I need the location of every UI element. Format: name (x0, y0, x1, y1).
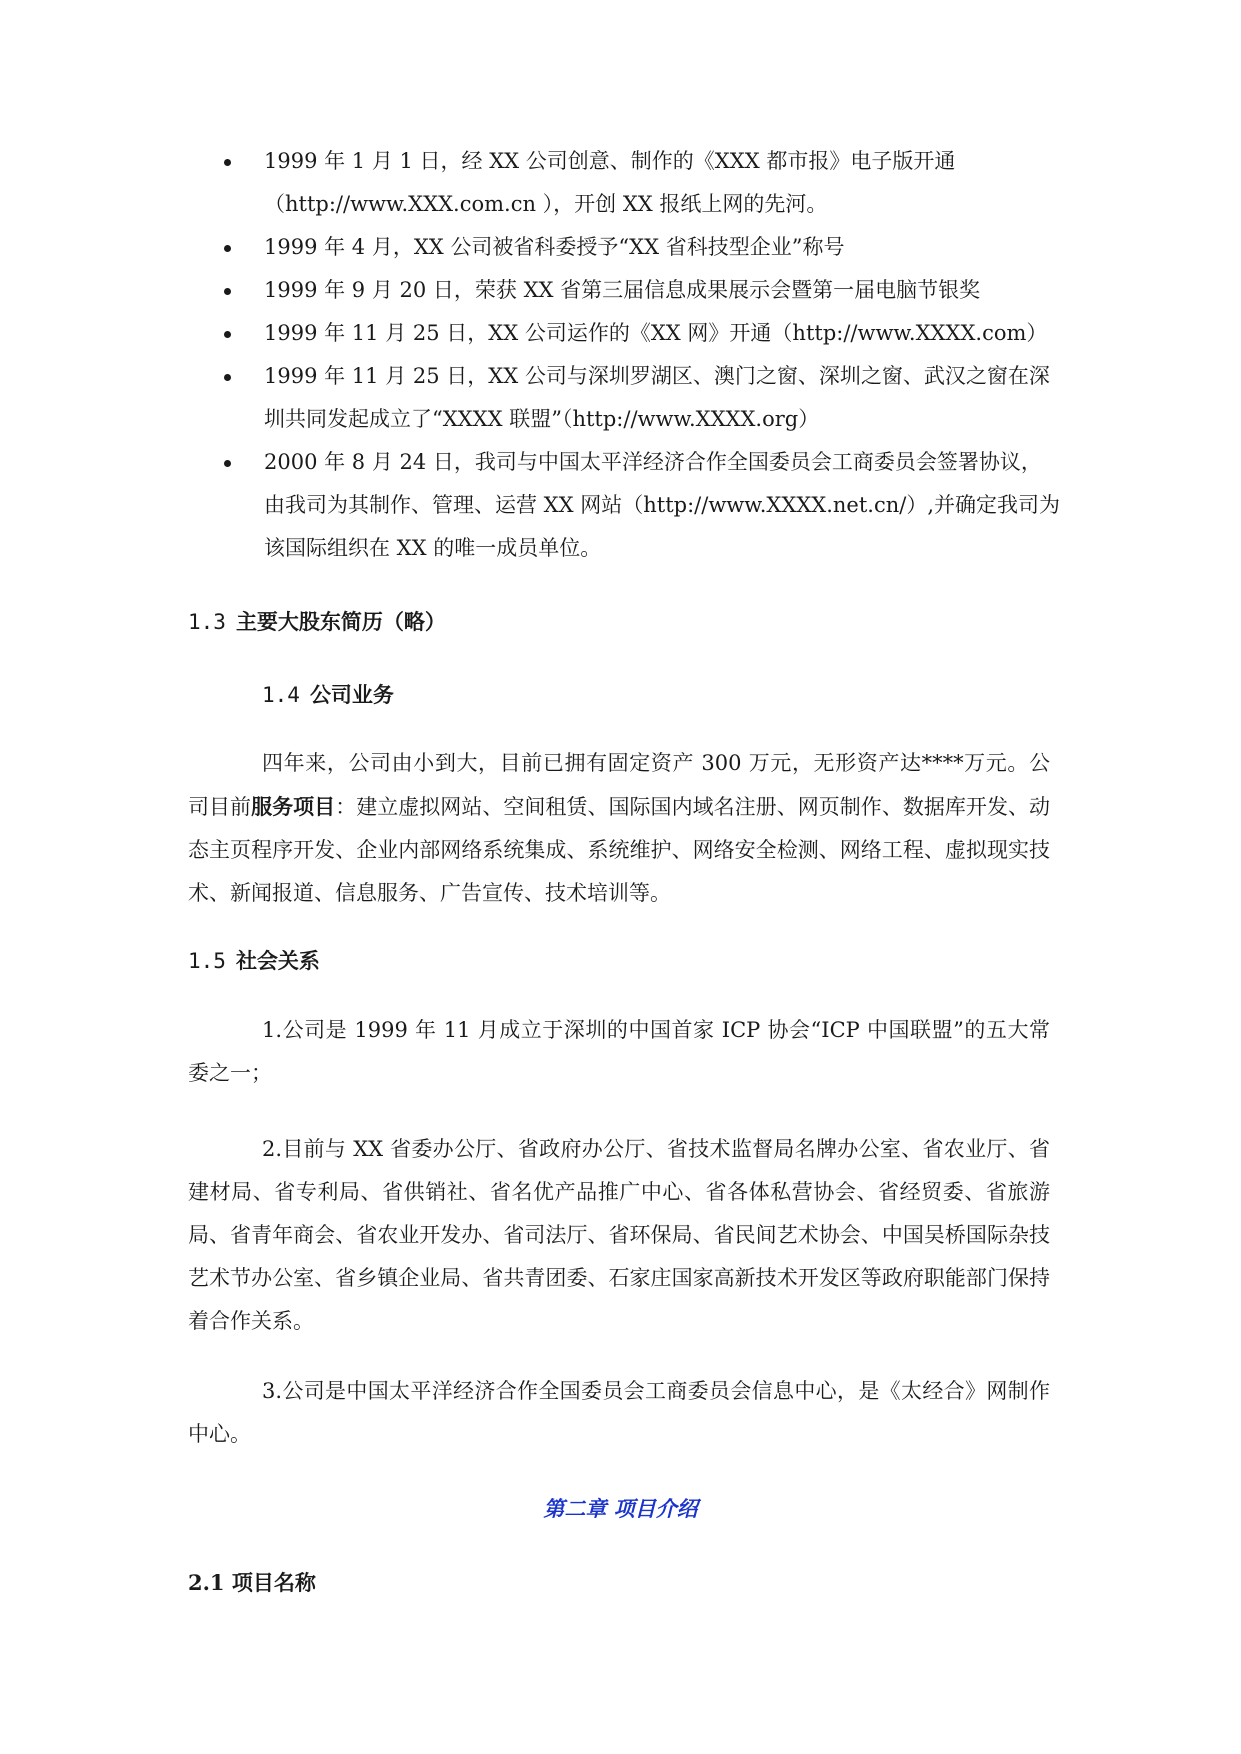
list-item (0, 269, 1241, 312)
business-lead-text: 四年来，公司由小到大，目前已拥有固定资产 300 万元，无形资产达****万元。公司目前 (188, 751, 1050, 819)
chapter-heading: 第二章 项目介绍 (543, 1496, 698, 1521)
list-item (0, 226, 1241, 269)
bullet-icon (224, 331, 231, 338)
list-item-text: 1999 年 1 月 1 日，经 XX 公司创意、制作的《XXX 都市报》电子版开通（http://www.XXX.com.cn ），开创 XX 报纸上网的先河。 (264, 149, 956, 216)
list-item-text: 1999 年 4 月，XX 公司被省科委授予“XX 省科技型企业”称号 (264, 235, 845, 259)
business-bold-label: 服务项目 (251, 794, 336, 819)
bullet-icon (224, 245, 231, 252)
list-item (0, 355, 1241, 441)
section-number: 1.5 (188, 949, 226, 973)
bullet-icon (224, 288, 231, 295)
bullet-icon (224, 374, 231, 381)
list-item (0, 312, 1241, 355)
section-heading-1-5 (188, 941, 320, 981)
relation-paragraph-3: 3.公司是中国太平洋经济合作全国委员会工商委员会信息中心，是《太经合》网制作中心。 (188, 1379, 1050, 1446)
section-number: 1.3 (188, 610, 226, 634)
history-list (0, 140, 1241, 570)
relation-paragraph-2: 2.目前与 XX 省委办公厅、省政府办公厅、省技术监督局名牌办公室、省农业厅、省建材局、省专利局、省供销社、省名优产品推广中心、省各体私营协会、省经贸委、省旅游局、省青年商会、省农业开发办、省司法厅、省环保局、省民间艺术协会、中国吴桥国际杂技艺术节办公室、省乡镇企业局、省共青团委、石家庄国家高新技术开发区等政府职能部门保持着合作关系。 (188, 1137, 1050, 1333)
section-title: 社会关系 (235, 948, 320, 973)
section-heading-1-4 (262, 675, 394, 715)
list-item-text: 1999 年 11 月 25 日，XX 公司运作的《XX 网》开通（http://www.XXXX.com） (264, 321, 1048, 345)
bullet-icon (224, 159, 231, 166)
business-paragraph (188, 742, 1050, 915)
section-heading-1-3 (188, 602, 446, 642)
relation-paragraph-1: 1.公司是 1999 年 11 月成立于深圳的中国首家 ICP 协会“ICP 中国联盟”的五大常委之一； (188, 1018, 1050, 1085)
bullet-icon (224, 460, 231, 467)
section-number: 1.4 (262, 683, 300, 707)
list-item (0, 441, 1241, 570)
section-title: 主要大股东简历（略） (235, 609, 446, 634)
list-item-text: 1999 年 11 月 25 日，XX 公司与深圳罗湖区、澳门之窗、深圳之窗、武汉之窗在深圳共同发起成立了“XXXX 联盟”（http://www.XXXX.org） (264, 364, 1050, 431)
section-heading-2-1: 2.1 项目名称 (188, 1570, 316, 1595)
list-item (0, 140, 1241, 226)
list-item-text: 2000 年 8 月 24 日，我司与中国太平洋经济合作全国委员会工商委员会签署协议，由我司为其制作、管理、运营 XX 网站（http://www.XXXX.net.cn/）,并确定我司为该国际组织在 XX 的唯一成员单位。 (264, 450, 1061, 560)
list-item-text: 1999 年 9 月 20 日，荣获 XX 省第三届信息成果展示会暨第一届电脑节银奖 (264, 278, 981, 302)
business-rest-text: ：建立虚拟网站、空间租赁、国际国内域名注册、网页制作、数据库开发、动态主页程序开发、企业内部网络系统集成、系统维护、网络安全检测、网络工程、虚拟现实技术、新闻报道、信息服务、广告宣传、技术培训等。 (188, 795, 1051, 905)
section-title: 公司业务 (309, 682, 394, 707)
